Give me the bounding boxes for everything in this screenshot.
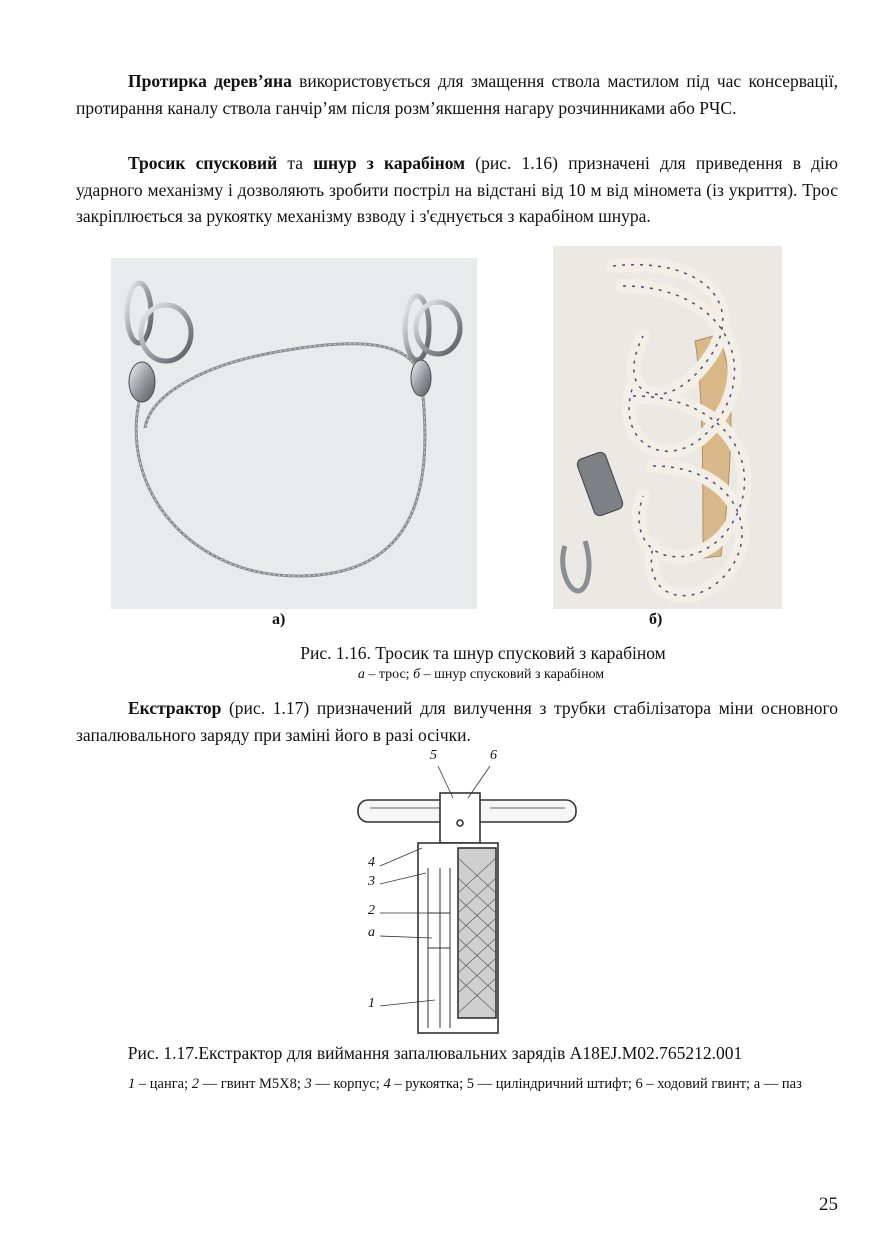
legend-tail: 5 — циліндричний штифт; 6 – ходовий гвинт; а — паз <box>466 1076 802 1092</box>
paragraph-trosyk-joiner: та <box>277 153 314 173</box>
legend-text-1: – цанга; <box>135 1076 192 1092</box>
figure-label-a: а) <box>272 611 286 628</box>
callout-1: 1 <box>368 996 375 1011</box>
figure-label-b: б) <box>649 611 663 628</box>
term-shnur: шнур з карабіном <box>313 153 466 173</box>
callout-a: а <box>368 925 375 940</box>
legend-num-4: 4 <box>383 1076 391 1092</box>
figure-116-title: Рис. 1.16. Тросик та шнур спусковий з карабіном <box>300 643 666 663</box>
callout-5: 5 <box>430 748 437 763</box>
extractor-illustration <box>350 748 580 1038</box>
paragraph-trosyk-text: (рис. 1.16) призначені для приведення в дію ударного механізму і дозволяють зробити постріл на відстані від 10 м від міномета (із укриття). Трос закріплюється за рукоятку механізму взводу і з'єднується з карабіном шнура. <box>76 153 838 226</box>
page-number: 25 <box>819 1194 838 1215</box>
paragraph-protirka-text: використовується для змащення ствола мастилом під час консервації, протирання каналу ствола ганчір’ям після розм’якшення нагару розчинниками або РЧС. <box>76 71 838 118</box>
callout-3: 3 <box>368 874 375 889</box>
term-ekstraktor: Екстрактор <box>128 698 222 718</box>
paragraph-protirka <box>76 68 838 121</box>
term-trosyk: Тросик спусковий <box>128 153 278 173</box>
callout-2: 2 <box>368 903 375 918</box>
legend-text-3: — корпус; <box>311 1076 384 1092</box>
cable-illustration <box>111 258 477 609</box>
figure-117-legend <box>76 1073 838 1095</box>
rope-photo <box>553 246 782 609</box>
legend-text-4: – рукоятка; <box>390 1076 467 1092</box>
term-protirka: Протирка дерев’яна <box>128 71 292 91</box>
legend-num-3: 3 <box>304 1076 312 1092</box>
legend-text-2: — гвинт М5Х8; <box>199 1076 305 1092</box>
callout-4: 4 <box>368 855 375 870</box>
paragraph-ekstraktor <box>76 695 838 748</box>
sub-text-b: – шнур спусковий з карабіном <box>420 667 605 682</box>
paragraph-trosyk <box>76 150 838 230</box>
cable-photo <box>111 258 477 609</box>
figure-117-title: Рис. 1.17.Екстрактор для виймання запалювальних зарядів А18ЕJ.М02.765212.001 <box>127 1043 743 1063</box>
sub-text-a: – трос; <box>364 667 414 682</box>
figure-116-subcaption <box>46 667 870 683</box>
sub-letter-a: а <box>357 667 365 682</box>
paragraph-ekstraktor-text: (рис. 1.17) призначений для вилучення з трубки стабілізатора міни основного запалювального заряду при заміні його в разі осічки. <box>76 698 838 745</box>
legend-num-2: 2 <box>191 1076 199 1092</box>
rope-illustration <box>553 246 782 609</box>
legend-num-1: 1 <box>128 1076 136 1092</box>
extractor-drawing <box>350 748 580 1038</box>
callout-6: 6 <box>490 748 497 763</box>
sub-letter-b: б <box>413 667 421 682</box>
